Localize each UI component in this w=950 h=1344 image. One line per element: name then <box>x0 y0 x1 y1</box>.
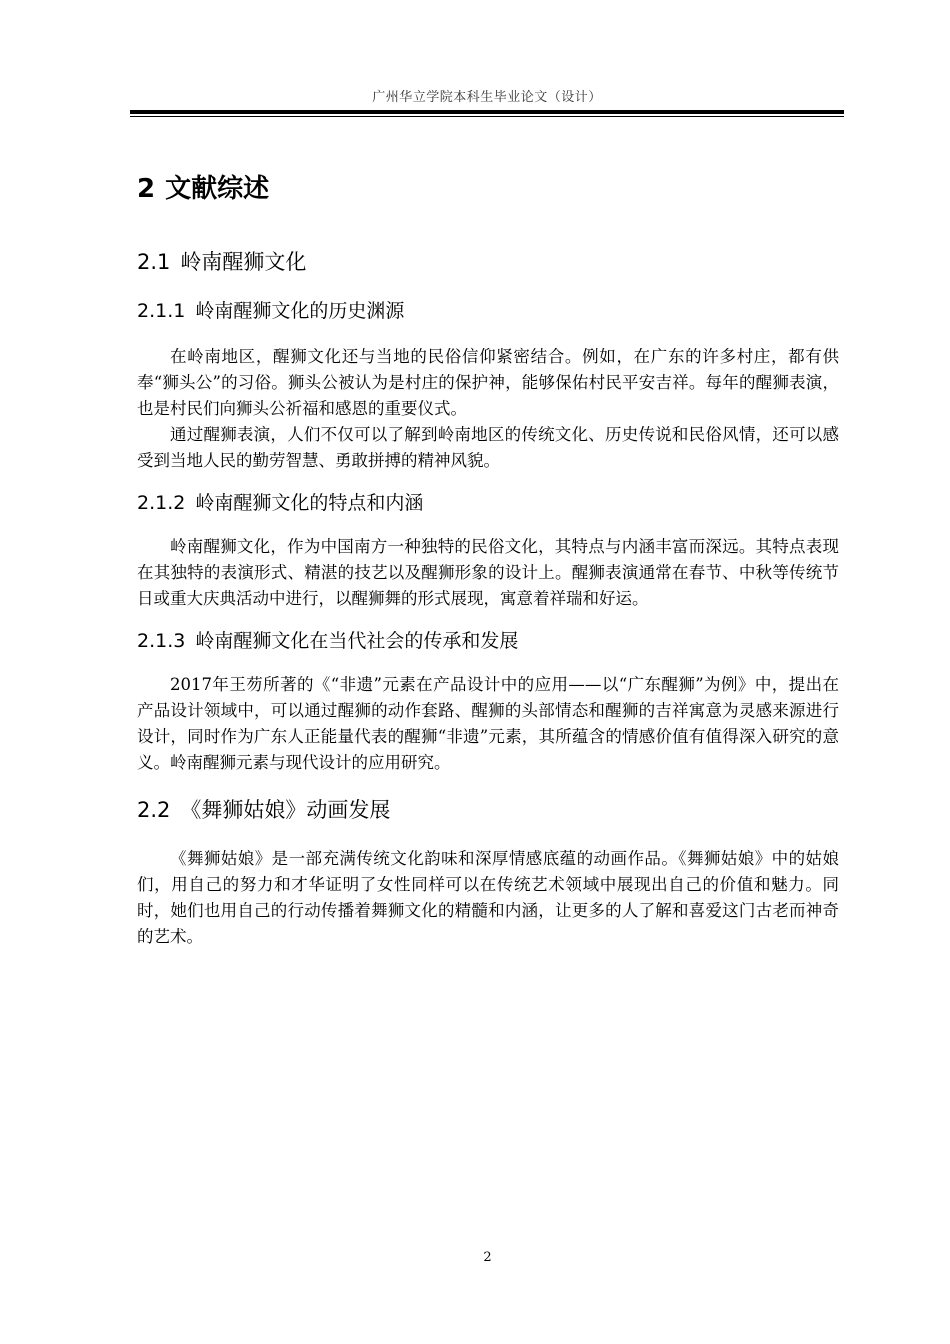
header-rule-thick <box>130 110 844 114</box>
subsection-heading <box>137 490 839 516</box>
subsection-number: 2.1.1 <box>137 300 186 322</box>
subsection-title: 岭南醒狮文化的历史渊源 <box>195 300 405 322</box>
section-number: 2.2 <box>137 798 171 822</box>
chapter-heading <box>137 172 839 206</box>
page-body <box>137 160 839 950</box>
subsection-2-1-2 <box>137 490 839 612</box>
body-paragraph: 2017年王芴所著的《“非遗”元素在产品设计中的应用——以“广东醒狮”为例》中，提出在产品设计领域中，可以通过醒狮的动作套路、醒狮的头部情态和醒狮的吉祥寓意为灵感来源进行设计，同时作为广东人正能量代表的醒狮“非遗”元素，其所蕴含的情感价值有值得深入研究的意义。岭南醒狮元素与现代设计的应用研究。 <box>137 675 839 772</box>
section-title: 岭南醒狮文化 <box>180 250 307 274</box>
chapter-title: 文献综述 <box>165 174 270 204</box>
subsection-2-1-3 <box>137 628 839 776</box>
section-heading-2-2 <box>137 796 839 824</box>
body-paragraph: 通过醒狮表演，人们不仅可以了解到岭南地区的传统文化、历史传说和民俗风情，还可以感受到当地人民的勤劳智慧、勇敢拼搏的精神风貌。 <box>137 425 839 470</box>
paragraph-group <box>137 534 839 612</box>
paragraph-group <box>137 344 839 474</box>
subsection-number: 2.1.2 <box>137 492 186 514</box>
subsection-2-1-1 <box>137 298 839 474</box>
subsection-title: 岭南醒狮文化的特点和内涵 <box>195 492 424 514</box>
body-paragraph: 在岭南地区，醒狮文化还与当地的民俗信仰紧密结合。例如，在广东的许多村庄，都有供奉“狮头公”的习俗。狮头公被认为是村庄的保护神，能够保佑村民平安吉祥。每年的醒狮表演，也是村民们向狮头公祈福和感恩的重要仪式。 <box>137 347 839 418</box>
chapter-number: 2 <box>137 174 156 204</box>
subsection-number: 2.1.3 <box>137 630 186 652</box>
subsection-heading <box>137 628 839 654</box>
section-number: 2.1 <box>137 250 171 274</box>
section-heading-2-1 <box>137 248 839 276</box>
subsection-title: 岭南醒狮文化在当代社会的传承和发展 <box>195 630 519 652</box>
section-title: 《舞狮姑娘》动画发展 <box>180 798 391 822</box>
body-paragraph: 《舞狮姑娘》是一部充满传统文化韵味和深厚情感底蕴的动画作品。《舞狮姑娘》中的姑娘们，用自己的努力和才华证明了女性同样可以在传统艺术领域中展现出自己的价值和魅力。同时，她们也用自己的行动传播着舞狮文化的精髓和内涵，让更多的人了解和喜爱这门古老而神奇的艺术。 <box>137 849 839 946</box>
header-rule-thin <box>130 116 844 117</box>
subsection-heading <box>137 298 839 324</box>
paragraph-group <box>137 672 839 776</box>
page-number: 2 <box>483 1250 492 1265</box>
body-paragraph: 岭南醒狮文化，作为中国南方一种独特的民俗文化，其特点与内涵丰富而深远。其特点表现在其独特的表演形式、精湛的技艺以及醒狮形象的设计上。醒狮表演通常在春节、中秋等传统节日或重大庆典活动中进行，以醒狮舞的形式展现，寓意着祥瑞和好运。 <box>137 537 839 608</box>
running-header: 广州华立学院本科生毕业论文（设计） <box>372 90 602 105</box>
section-2-2 <box>137 796 839 950</box>
paragraph-group <box>137 846 839 950</box>
